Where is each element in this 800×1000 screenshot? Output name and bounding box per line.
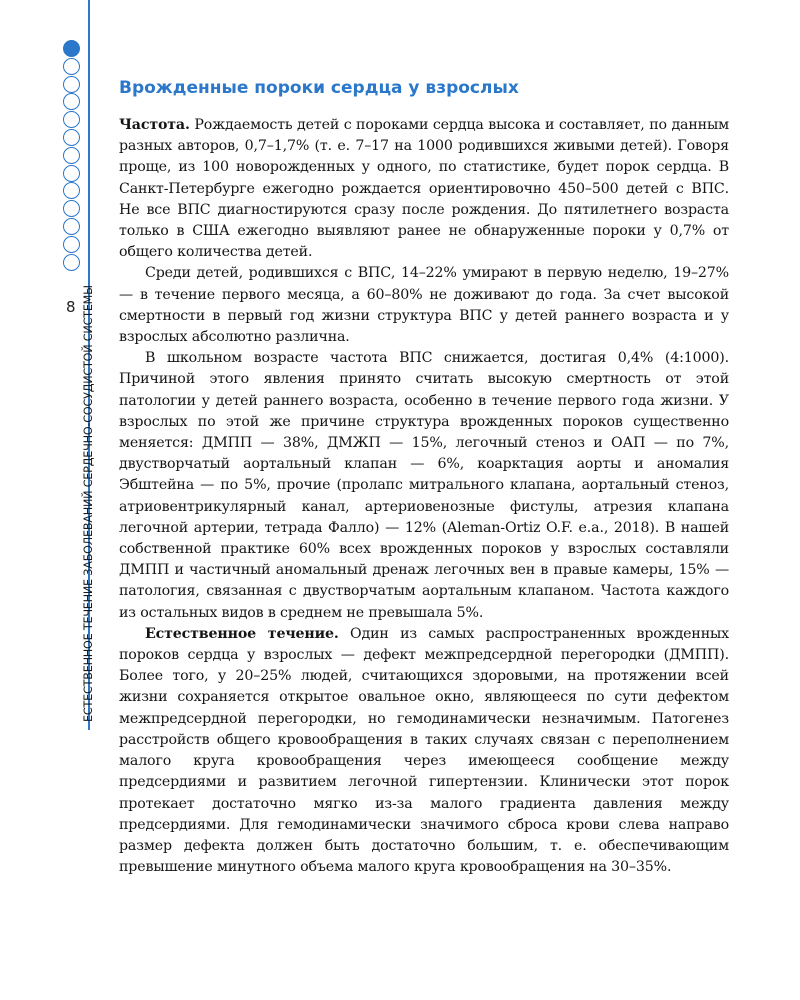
progress-dot — [63, 236, 80, 253]
paragraph-text: Один из самых распространенных врожденных пороков сердца у взрослых — дефект межпредсердной перегородки (ДМПП). Более того, у 20–25% людей, считающихся здоровыми, на протяжении всей жизни сохраняется открытое овальное окно, являющееся по сути дефектом межпредсердной перегородки, но гемодинамически незначимым. Патогенез расстройств общего кровообращения в таких случаях связан с переполнением малого круга кровообращения через имеющееся сообщение между предсердиями и развитием легочной гипертензии. Клинически этот порок протекает достаточно мягко из-за малого градиента давления между предсердиями. Для гемодинамически значимого сброса крови слева направо размер дефекта должен быть достаточно большим, т. е. обеспечивающим превышение минутного объема малого круга кровообращения на 30–35%. — [119, 625, 730, 876]
paragraph-text: Рождаемость детей с пороками сердца высока и составляет, по данным разных авторов, 0,7–1,7% (т. е. 7–17 на 1000 родившихся живыми детей). Говоря проще, из 100 новорожденных у одного, по статистике, будет порок сердца. В Санкт-Петербурге ежегодно рождается ориентировочно 450–500 детей с ВПС. Не все ВПС диагностируются сразу после рождения. До пятилетнего возраста только в США ежегодно выявляют ранее не обнаруженные пороки у 0,7% от общего количества детей. — [119, 117, 729, 261]
paragraph-mortality — [119, 263, 729, 348]
paragraph-frequency — [119, 115, 729, 263]
paragraph-natural-course — [119, 624, 729, 878]
progress-dot-filled — [63, 40, 80, 57]
paragraph-text: Среди детей, родившихся с ВПС, 14–22% умирают в первую неделю, 19–27% — в течение первого месяца, а 60–80% не доживают до года. За счет высокой смертности в первый год жизни структура ВПС у детей раннего возраста и у взрослых абсолютно различна. — [119, 265, 729, 346]
progress-dot — [63, 200, 80, 217]
progress-dot — [63, 111, 80, 128]
paragraph-text: В школьном возрасте частота ВПС снижается, достигая 0,4% (4:1000). Причиной этого явления принято считать высокую смертность от этой патологии у детей раннего возраста, особенно в течение первого года жизни. У взрослых по этой же причине структура врожденных пороков существенно меняется: ДМПП — 38%, ДМЖП — 15%, легочный стеноз и ОАП — по 7%, двустворчатый аортальный клапан — 6%, коарктация аорты и аномалия Эбштейна — по 5%, прочие (пролапс митрального клапана, аортальный стеноз, атриовентрикулярный канал, артериовенозные фистулы, атрезия клапана легочной артерии, тетрада Фалло) — 12% (Aleman-Ortiz O.F. e.a., 2018). В нашей собственной практике 60% всех врожденных пороков у взрослых составляли ДМПП и частичный аномальный дренаж легочных вен в правые камеры, 15% — патология, связанная с двустворчатым аортальным клапаном. Частота каждого из остальных видов в среднем не превышала 5%. — [119, 350, 729, 621]
chapter-progress-dots — [63, 40, 83, 271]
progress-dot — [63, 129, 80, 146]
paragraph-structure — [119, 348, 729, 624]
page-content — [119, 78, 729, 878]
progress-dot — [63, 76, 80, 93]
progress-dot — [63, 58, 80, 75]
progress-dot — [63, 147, 80, 164]
running-head: ЕСТЕСТВЕННОЕ ТЕЧЕНИЕ ЗАБОЛЕВАНИЙ СЕРДЕЧНО-СОСУДИСТОЙ СИСТЕМЫ — [82, 285, 95, 722]
paragraph-lead: Естественное течение. — [145, 625, 339, 642]
progress-dot — [63, 93, 80, 110]
paragraph-lead: Частота. — [119, 117, 190, 133]
section-title: Врожденные пороки сердца у взрослых — [119, 78, 519, 98]
progress-dot — [63, 182, 80, 199]
progress-dot — [63, 218, 80, 235]
progress-dot — [63, 165, 80, 182]
progress-dot — [63, 254, 80, 271]
page-number: 8 — [66, 298, 76, 316]
